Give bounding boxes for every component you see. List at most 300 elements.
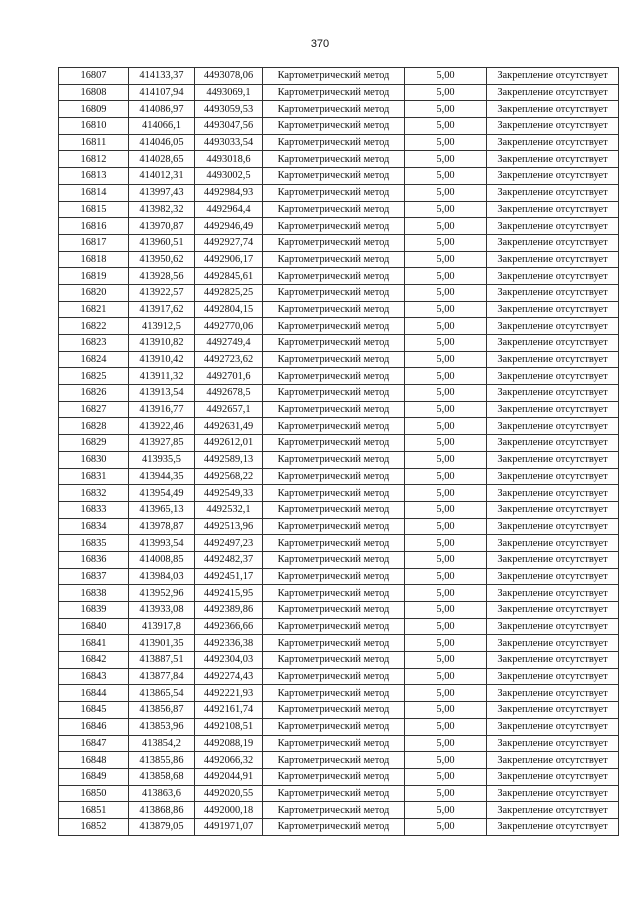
x-coordinate-cell: 414046,05 — [129, 134, 195, 151]
fixation-cell: Закрепление отсутствует — [487, 535, 619, 552]
error-cell: 5,00 — [405, 668, 487, 685]
method-cell: Картометрический метод — [263, 618, 405, 635]
fixation-cell: Закрепление отсутствует — [487, 685, 619, 702]
y-coordinate-cell: 4492366,66 — [195, 618, 263, 635]
method-cell: Картометрический метод — [263, 168, 405, 185]
y-coordinate-cell: 4492415,95 — [195, 585, 263, 602]
table-row — [59, 118, 619, 135]
method-cell: Картометрический метод — [263, 118, 405, 135]
point-number-cell: 16839 — [59, 602, 129, 619]
error-cell: 5,00 — [405, 468, 487, 485]
point-number-cell: 16821 — [59, 301, 129, 318]
error-cell: 5,00 — [405, 318, 487, 335]
method-cell: Картометрический метод — [263, 84, 405, 101]
x-coordinate-cell: 413927,85 — [129, 435, 195, 452]
method-cell: Картометрический метод — [263, 201, 405, 218]
y-coordinate-cell: 4492964,4 — [195, 201, 263, 218]
point-number-cell: 16810 — [59, 118, 129, 135]
y-coordinate-cell: 4493059,53 — [195, 101, 263, 118]
y-coordinate-cell: 4492845,61 — [195, 268, 263, 285]
point-number-cell: 16823 — [59, 335, 129, 352]
error-cell: 5,00 — [405, 785, 487, 802]
method-cell: Картометрический метод — [263, 368, 405, 385]
table-row — [59, 251, 619, 268]
x-coordinate-cell: 413944,35 — [129, 468, 195, 485]
point-number-cell: 16807 — [59, 68, 129, 85]
fixation-cell: Закрепление отсутствует — [487, 335, 619, 352]
fixation-cell: Закрепление отсутствует — [487, 234, 619, 251]
point-number-cell: 16816 — [59, 218, 129, 235]
y-coordinate-cell: 4492657,1 — [195, 401, 263, 418]
y-coordinate-cell: 4493047,56 — [195, 118, 263, 135]
x-coordinate-cell: 413922,57 — [129, 284, 195, 301]
error-cell: 5,00 — [405, 184, 487, 201]
point-number-cell: 16851 — [59, 802, 129, 819]
fixation-cell: Закрепление отсутствует — [487, 268, 619, 285]
table-row — [59, 501, 619, 518]
method-cell: Картометрический метод — [263, 585, 405, 602]
error-cell: 5,00 — [405, 218, 487, 235]
x-coordinate-cell: 413858,68 — [129, 768, 195, 785]
error-cell: 5,00 — [405, 134, 487, 151]
x-coordinate-cell: 413970,87 — [129, 218, 195, 235]
x-coordinate-cell: 414133,37 — [129, 68, 195, 85]
fixation-cell: Закрепление отсутствует — [487, 168, 619, 185]
y-coordinate-cell: 4492020,55 — [195, 785, 263, 802]
point-number-cell: 16835 — [59, 535, 129, 552]
error-cell: 5,00 — [405, 685, 487, 702]
method-cell: Картометрический метод — [263, 802, 405, 819]
method-cell: Картометрический метод — [263, 768, 405, 785]
y-coordinate-cell: 4492389,86 — [195, 602, 263, 619]
point-number-cell: 16815 — [59, 201, 129, 218]
method-cell: Картометрический метод — [263, 251, 405, 268]
method-cell: Картометрический метод — [263, 518, 405, 535]
table-row — [59, 618, 619, 635]
x-coordinate-cell: 413911,32 — [129, 368, 195, 385]
fixation-cell: Закрепление отсутствует — [487, 284, 619, 301]
method-cell: Картометрический метод — [263, 668, 405, 685]
y-coordinate-cell: 4491971,07 — [195, 818, 263, 835]
error-cell: 5,00 — [405, 435, 487, 452]
x-coordinate-cell: 413935,5 — [129, 451, 195, 468]
point-number-cell: 16852 — [59, 818, 129, 835]
y-coordinate-cell: 4492568,22 — [195, 468, 263, 485]
method-cell: Картометрический метод — [263, 568, 405, 585]
table-row — [59, 234, 619, 251]
x-coordinate-cell: 413877,84 — [129, 668, 195, 685]
table-row — [59, 685, 619, 702]
error-cell: 5,00 — [405, 602, 487, 619]
method-cell: Картометрический метод — [263, 635, 405, 652]
error-cell: 5,00 — [405, 151, 487, 168]
table-row — [59, 468, 619, 485]
x-coordinate-cell: 413993,54 — [129, 535, 195, 552]
table-row — [59, 652, 619, 669]
fixation-cell: Закрепление отсутствует — [487, 818, 619, 835]
error-cell: 5,00 — [405, 351, 487, 368]
fixation-cell: Закрепление отсутствует — [487, 618, 619, 635]
table-row — [59, 168, 619, 185]
method-cell: Картометрический метод — [263, 718, 405, 735]
table-row — [59, 668, 619, 685]
method-cell: Картометрический метод — [263, 218, 405, 235]
fixation-cell: Закрепление отсутствует — [487, 68, 619, 85]
error-cell: 5,00 — [405, 618, 487, 635]
method-cell: Картометрический метод — [263, 234, 405, 251]
x-coordinate-cell: 413865,54 — [129, 685, 195, 702]
fixation-cell: Закрепление отсутствует — [487, 301, 619, 318]
error-cell: 5,00 — [405, 401, 487, 418]
error-cell: 5,00 — [405, 201, 487, 218]
method-cell: Картометрический метод — [263, 335, 405, 352]
x-coordinate-cell: 413917,62 — [129, 301, 195, 318]
fixation-cell: Закрепление отсутствует — [487, 551, 619, 568]
method-cell: Картометрический метод — [263, 284, 405, 301]
y-coordinate-cell: 4492723,62 — [195, 351, 263, 368]
y-coordinate-cell: 4492513,96 — [195, 518, 263, 535]
error-cell: 5,00 — [405, 385, 487, 402]
point-number-cell: 16825 — [59, 368, 129, 385]
y-coordinate-cell: 4492532,1 — [195, 501, 263, 518]
fixation-cell: Закрепление отсутствует — [487, 134, 619, 151]
method-cell: Картометрический метод — [263, 785, 405, 802]
point-number-cell: 16838 — [59, 585, 129, 602]
method-cell: Картометрический метод — [263, 485, 405, 502]
table-row — [59, 101, 619, 118]
y-coordinate-cell: 4492984,93 — [195, 184, 263, 201]
y-coordinate-cell: 4492825,25 — [195, 284, 263, 301]
y-coordinate-cell: 4493002,5 — [195, 168, 263, 185]
point-number-cell: 16843 — [59, 668, 129, 685]
y-coordinate-cell: 4492549,33 — [195, 485, 263, 502]
point-number-cell: 16829 — [59, 435, 129, 452]
error-cell: 5,00 — [405, 451, 487, 468]
table-row — [59, 301, 619, 318]
method-cell: Картометрический метод — [263, 435, 405, 452]
method-cell: Картометрический метод — [263, 702, 405, 719]
point-number-cell: 16809 — [59, 101, 129, 118]
error-cell: 5,00 — [405, 118, 487, 135]
y-coordinate-cell: 4492451,17 — [195, 568, 263, 585]
x-coordinate-cell: 413863,6 — [129, 785, 195, 802]
point-number-cell: 16812 — [59, 151, 129, 168]
y-coordinate-cell: 4492749,4 — [195, 335, 263, 352]
point-number-cell: 16827 — [59, 401, 129, 418]
x-coordinate-cell: 414066,1 — [129, 118, 195, 135]
table-row — [59, 535, 619, 552]
table-row — [59, 752, 619, 769]
method-cell: Картометрический метод — [263, 501, 405, 518]
table-row — [59, 568, 619, 585]
point-number-cell: 16837 — [59, 568, 129, 585]
fixation-cell: Закрепление отсутствует — [487, 385, 619, 402]
method-cell: Картометрический метод — [263, 602, 405, 619]
point-number-cell: 16814 — [59, 184, 129, 201]
point-number-cell: 16831 — [59, 468, 129, 485]
error-cell: 5,00 — [405, 635, 487, 652]
x-coordinate-cell: 413856,87 — [129, 702, 195, 719]
table-row — [59, 485, 619, 502]
table-row — [59, 435, 619, 452]
x-coordinate-cell: 413965,13 — [129, 501, 195, 518]
error-cell: 5,00 — [405, 251, 487, 268]
fixation-cell: Закрепление отсутствует — [487, 635, 619, 652]
error-cell: 5,00 — [405, 718, 487, 735]
x-coordinate-cell: 414008,85 — [129, 551, 195, 568]
fixation-cell: Закрепление отсутствует — [487, 468, 619, 485]
x-coordinate-cell: 413901,35 — [129, 635, 195, 652]
x-coordinate-cell: 413855,86 — [129, 752, 195, 769]
method-cell: Картометрический метод — [263, 401, 405, 418]
error-cell: 5,00 — [405, 68, 487, 85]
fixation-cell: Закрепление отсутствует — [487, 485, 619, 502]
y-coordinate-cell: 4492088,19 — [195, 735, 263, 752]
x-coordinate-cell: 413887,51 — [129, 652, 195, 669]
table-row — [59, 785, 619, 802]
point-number-cell: 16849 — [59, 768, 129, 785]
y-coordinate-cell: 4492804,15 — [195, 301, 263, 318]
y-coordinate-cell: 4492000,18 — [195, 802, 263, 819]
method-cell: Картометрический метод — [263, 351, 405, 368]
method-cell: Картометрический метод — [263, 318, 405, 335]
fixation-cell: Закрепление отсутствует — [487, 501, 619, 518]
fixation-cell: Закрепление отсутствует — [487, 785, 619, 802]
fixation-cell: Закрепление отсутствует — [487, 752, 619, 769]
error-cell: 5,00 — [405, 268, 487, 285]
table-row — [59, 635, 619, 652]
point-number-cell: 16824 — [59, 351, 129, 368]
table-row — [59, 318, 619, 335]
error-cell: 5,00 — [405, 768, 487, 785]
fixation-cell: Закрепление отсутствует — [487, 118, 619, 135]
table-row — [59, 818, 619, 835]
point-number-cell: 16820 — [59, 284, 129, 301]
point-number-cell: 16832 — [59, 485, 129, 502]
table-row — [59, 768, 619, 785]
y-coordinate-cell: 4492336,38 — [195, 635, 263, 652]
table-row — [59, 151, 619, 168]
fixation-cell: Закрепление отсутствует — [487, 652, 619, 669]
point-number-cell: 16834 — [59, 518, 129, 535]
method-cell: Картометрический метод — [263, 418, 405, 435]
y-coordinate-cell: 4493078,06 — [195, 68, 263, 85]
y-coordinate-cell: 4492044,91 — [195, 768, 263, 785]
table-row — [59, 401, 619, 418]
x-coordinate-cell: 413854,2 — [129, 735, 195, 752]
table-row — [59, 451, 619, 468]
fixation-cell: Закрепление отсутствует — [487, 201, 619, 218]
point-number-cell: 16840 — [59, 618, 129, 635]
error-cell: 5,00 — [405, 702, 487, 719]
table-row — [59, 418, 619, 435]
y-coordinate-cell: 4492589,13 — [195, 451, 263, 468]
point-number-cell: 16850 — [59, 785, 129, 802]
method-cell: Картометрический метод — [263, 818, 405, 835]
method-cell: Картометрический метод — [263, 134, 405, 151]
error-cell: 5,00 — [405, 485, 487, 502]
point-number-cell: 16842 — [59, 652, 129, 669]
x-coordinate-cell: 413954,49 — [129, 485, 195, 502]
method-cell: Картометрический метод — [263, 652, 405, 669]
fixation-cell: Закрепление отсутствует — [487, 451, 619, 468]
fixation-cell: Закрепление отсутствует — [487, 668, 619, 685]
error-cell: 5,00 — [405, 418, 487, 435]
x-coordinate-cell: 414012,31 — [129, 168, 195, 185]
x-coordinate-cell: 413916,77 — [129, 401, 195, 418]
table-row — [59, 385, 619, 402]
fixation-cell: Закрепление отсутствует — [487, 435, 619, 452]
method-cell: Картометрический метод — [263, 752, 405, 769]
point-number-cell: 16848 — [59, 752, 129, 769]
x-coordinate-cell: 413917,8 — [129, 618, 195, 635]
fixation-cell: Закрепление отсутствует — [487, 184, 619, 201]
x-coordinate-cell: 413868,86 — [129, 802, 195, 819]
page-number: 370 — [310, 38, 330, 50]
error-cell: 5,00 — [405, 818, 487, 835]
fixation-cell: Закрепление отсутствует — [487, 418, 619, 435]
table-row — [59, 518, 619, 535]
point-number-cell: 16813 — [59, 168, 129, 185]
table-row — [59, 551, 619, 568]
point-number-cell: 16841 — [59, 635, 129, 652]
method-cell: Картометрический метод — [263, 101, 405, 118]
point-number-cell: 16828 — [59, 418, 129, 435]
point-number-cell: 16817 — [59, 234, 129, 251]
error-cell: 5,00 — [405, 568, 487, 585]
error-cell: 5,00 — [405, 84, 487, 101]
x-coordinate-cell: 413853,96 — [129, 718, 195, 735]
fixation-cell: Закрепление отсутствует — [487, 518, 619, 535]
x-coordinate-cell: 414028,65 — [129, 151, 195, 168]
method-cell: Картометрический метод — [263, 535, 405, 552]
point-number-cell: 16819 — [59, 268, 129, 285]
point-number-cell: 16845 — [59, 702, 129, 719]
error-cell: 5,00 — [405, 335, 487, 352]
y-coordinate-cell: 4492066,32 — [195, 752, 263, 769]
table-row — [59, 284, 619, 301]
error-cell: 5,00 — [405, 752, 487, 769]
error-cell: 5,00 — [405, 168, 487, 185]
x-coordinate-cell: 413912,5 — [129, 318, 195, 335]
point-number-cell: 16847 — [59, 735, 129, 752]
table-row — [59, 335, 619, 352]
table-row — [59, 68, 619, 85]
error-cell: 5,00 — [405, 368, 487, 385]
point-number-cell: 16830 — [59, 451, 129, 468]
fixation-cell: Закрепление отсутствует — [487, 802, 619, 819]
y-coordinate-cell: 4493033,54 — [195, 134, 263, 151]
x-coordinate-cell: 413879,05 — [129, 818, 195, 835]
error-cell: 5,00 — [405, 535, 487, 552]
y-coordinate-cell: 4492701,6 — [195, 368, 263, 385]
error-cell: 5,00 — [405, 585, 487, 602]
method-cell: Картометрический метод — [263, 385, 405, 402]
method-cell: Картометрический метод — [263, 184, 405, 201]
y-coordinate-cell: 4492946,49 — [195, 218, 263, 235]
error-cell: 5,00 — [405, 101, 487, 118]
y-coordinate-cell: 4492221,93 — [195, 685, 263, 702]
x-coordinate-cell: 413960,51 — [129, 234, 195, 251]
x-coordinate-cell: 413922,46 — [129, 418, 195, 435]
method-cell: Картометрический метод — [263, 551, 405, 568]
point-number-cell: 16822 — [59, 318, 129, 335]
y-coordinate-cell: 4493018,6 — [195, 151, 263, 168]
x-coordinate-cell: 413933,08 — [129, 602, 195, 619]
point-number-cell: 16826 — [59, 385, 129, 402]
fixation-cell: Закрепление отсутствует — [487, 401, 619, 418]
table-body — [59, 68, 619, 836]
fixation-cell: Закрепление отсутствует — [487, 735, 619, 752]
y-coordinate-cell: 4492927,74 — [195, 234, 263, 251]
fixation-cell: Закрепление отсутствует — [487, 84, 619, 101]
fixation-cell: Закрепление отсутствует — [487, 768, 619, 785]
error-cell: 5,00 — [405, 518, 487, 535]
y-coordinate-cell: 4492612,01 — [195, 435, 263, 452]
x-coordinate-cell: 413984,03 — [129, 568, 195, 585]
y-coordinate-cell: 4492274,43 — [195, 668, 263, 685]
x-coordinate-cell: 413982,32 — [129, 201, 195, 218]
x-coordinate-cell: 414107,94 — [129, 84, 195, 101]
fixation-cell: Закрепление отсутствует — [487, 585, 619, 602]
error-cell: 5,00 — [405, 551, 487, 568]
point-number-cell: 16833 — [59, 501, 129, 518]
y-coordinate-cell: 4492906,17 — [195, 251, 263, 268]
fixation-cell: Закрепление отсутствует — [487, 602, 619, 619]
error-cell: 5,00 — [405, 501, 487, 518]
x-coordinate-cell: 413910,42 — [129, 351, 195, 368]
table-row — [59, 218, 619, 235]
table-row — [59, 368, 619, 385]
method-cell: Картометрический метод — [263, 468, 405, 485]
y-coordinate-cell: 4492482,37 — [195, 551, 263, 568]
fixation-cell: Закрепление отсутствует — [487, 368, 619, 385]
fixation-cell: Закрепление отсутствует — [487, 718, 619, 735]
x-coordinate-cell: 413997,43 — [129, 184, 195, 201]
x-coordinate-cell: 413928,56 — [129, 268, 195, 285]
x-coordinate-cell: 413913,54 — [129, 385, 195, 402]
error-cell: 5,00 — [405, 802, 487, 819]
table-row — [59, 702, 619, 719]
fixation-cell: Закрепление отсутствует — [487, 318, 619, 335]
fixation-cell: Закрепление отсутствует — [487, 251, 619, 268]
method-cell: Картометрический метод — [263, 151, 405, 168]
table-row — [59, 351, 619, 368]
fixation-cell: Закрепление отсутствует — [487, 101, 619, 118]
x-coordinate-cell: 413952,96 — [129, 585, 195, 602]
point-number-cell: 16844 — [59, 685, 129, 702]
y-coordinate-cell: 4492497,23 — [195, 535, 263, 552]
error-cell: 5,00 — [405, 234, 487, 251]
point-number-cell: 16836 — [59, 551, 129, 568]
y-coordinate-cell: 4492631,49 — [195, 418, 263, 435]
method-cell: Картометрический метод — [263, 68, 405, 85]
y-coordinate-cell: 4492770,06 — [195, 318, 263, 335]
fixation-cell: Закрепление отсутствует — [487, 702, 619, 719]
x-coordinate-cell: 413978,87 — [129, 518, 195, 535]
table-row — [59, 735, 619, 752]
point-number-cell: 16818 — [59, 251, 129, 268]
table-row — [59, 201, 619, 218]
error-cell: 5,00 — [405, 652, 487, 669]
table-row — [59, 84, 619, 101]
fixation-cell: Закрепление отсутствует — [487, 568, 619, 585]
point-number-cell: 16846 — [59, 718, 129, 735]
x-coordinate-cell: 413950,62 — [129, 251, 195, 268]
y-coordinate-cell: 4492678,5 — [195, 385, 263, 402]
method-cell: Картометрический метод — [263, 268, 405, 285]
y-coordinate-cell: 4492108,51 — [195, 718, 263, 735]
